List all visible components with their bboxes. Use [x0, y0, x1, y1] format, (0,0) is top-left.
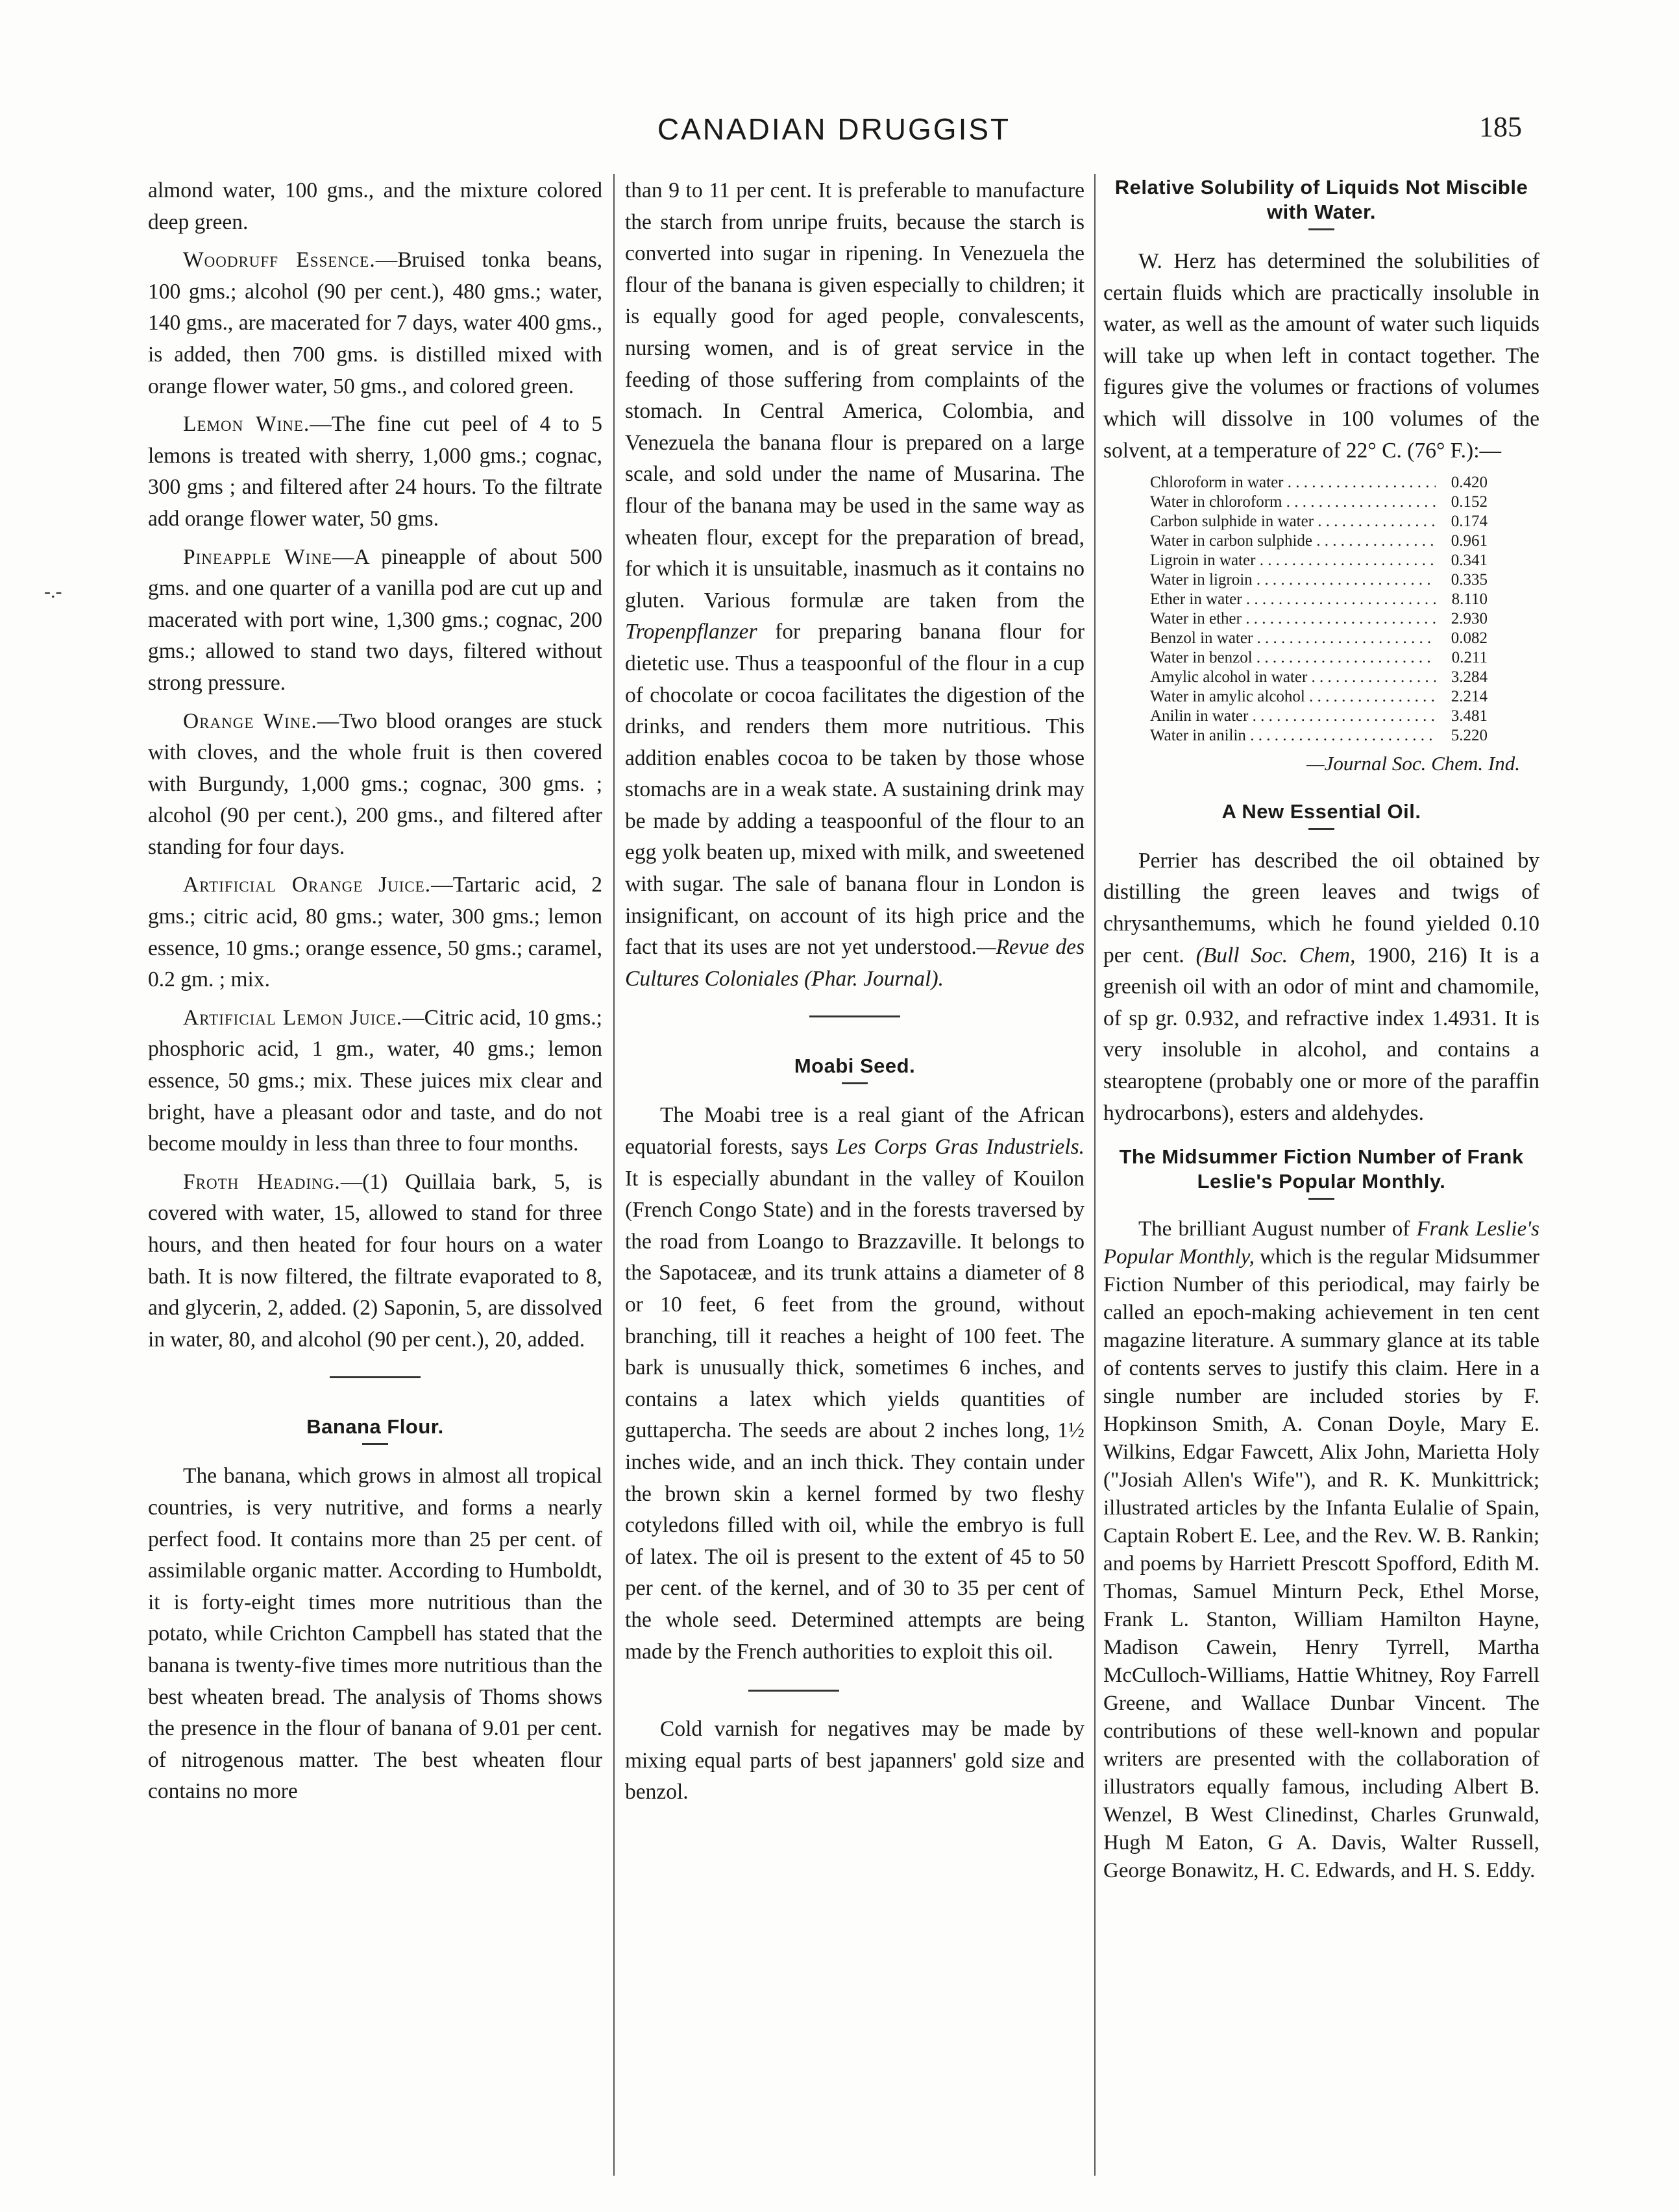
recipe-artificial-lemon [148, 1003, 602, 1160]
recipe-title: Orange Wine. [183, 709, 317, 733]
table-cell-value: 3.481 [1436, 707, 1488, 726]
paragraph-cold-varnish: Cold varnish for negatives may be made by mixing equal parts of best japanners' gold size and benzol. [625, 1717, 1085, 1805]
table-row [1150, 473, 1488, 492]
recipe-text: —A pineapple of about 500 gms. and one quarter of a vanilla pod are cut up and macerated with port wine, 1,300 gms.; cognac, 200 gms.; allowed to stand two days, filtered without strong pressure. [148, 544, 602, 695]
margin-mark: -.- [44, 581, 62, 602]
recipe-text: —Two blood oranges are stuck with cloves, and the whole fruit is then covered with Burgundy, 1,000 gms.; cognac, 300 gms. ; alcohol (90 per cent.), 200 gms., and filtered after standing for four days. [148, 709, 602, 859]
table-row [1150, 531, 1488, 551]
section-divider [809, 1015, 900, 1017]
table-row [1150, 648, 1488, 668]
table-row [1150, 726, 1488, 746]
heading-dash [1308, 228, 1334, 230]
heading-dash [842, 1082, 868, 1084]
table-cell-label: Water in ether . . . [1150, 609, 1436, 629]
column-rule [613, 174, 615, 2176]
recipe-text: —Bruised tonka beans, 100 gms.; alcohol (90 per cent.), 480 gms.; water, 140 gms., are macerated for 7 days, water 400 gms., is added, then 700 gms. is distilled mixed with orange flower water, 50 gms., and colored green. [148, 248, 602, 398]
text-run: 1900, 216) It is a greenish oil with an odor of mint and chamomile, of sp gr. 0.932, and refractive index 1.4931. It is very insoluble in alcohol, and contains a stearoptene (probably one or more of the paraffin hydrocarbons), esters and aldehydes. [1103, 943, 1539, 1125]
recipe-froth-heading [148, 1167, 602, 1356]
recipe-lemon-wine [148, 409, 602, 535]
column-rule [1094, 174, 1096, 2176]
table-cell-label: Water in ligroin . . . [1150, 570, 1436, 590]
table-row [1150, 492, 1488, 512]
table-cell-value: 0.335 [1436, 570, 1488, 590]
recipe-orange-wine [148, 706, 602, 864]
table-row [1150, 512, 1488, 531]
italic-title: Les Corps Gras Industriels. [836, 1135, 1085, 1160]
recipe-title: Artificial Lemon Juice. [183, 1005, 403, 1030]
recipe-title: Pineapple Wine [183, 544, 332, 569]
table-cell-value: 0.174 [1436, 512, 1488, 531]
heading-dash [1308, 828, 1334, 830]
text-run: Perrier has described the oil obtained by distilling the green leaves and twigs of chrysanthemums, which he found yielded 0.10 per cent. [1103, 848, 1539, 967]
italic-title: Frank Leslie's Popular Monthly, [1103, 1217, 1539, 1269]
table-cell-label: Water in amylic alcohol . . . [1150, 687, 1436, 707]
paragraph-banana-continued [625, 175, 1085, 995]
table-row [1150, 687, 1488, 707]
table-cell-label: Chloroform in water . . . [1150, 473, 1436, 492]
page-number: 185 [1479, 111, 1522, 143]
heading-dash [1308, 1198, 1334, 1200]
paragraph: almond water, 100 gms., and the mixture colored deep green. [148, 178, 602, 234]
table-cell-label: Benzol in water . . . [1150, 629, 1436, 648]
table-cell-value: 8.110 [1436, 590, 1488, 609]
paragraph-solubility: W. Herz has determined the solubilities of certain fluids which are practically insoluble in water, as well as the amount of water such liquids will take up when left in contact together. The figures give the volumes or fractions of volumes which will dissolve in 100 volumes of the solvent, at a temperature of 22° C. (76° F.):— [1103, 249, 1539, 463]
recipe-text: —(1) Quillaia bark, 5, is covered with water, 15, allowed to stand for three hours, and then heated for four hours on a water bath. It is now filtered, the filtrate evaporated to 8, and glycerin, 2, added. (2) Saponin, 5, are dissolved in water, 80, and alcohol (90 per cent.), 20, added. [148, 1169, 602, 1352]
recipe-artificial-orange [148, 869, 602, 995]
table-row [1150, 668, 1488, 687]
article-source: —Journal Soc. Chem. Ind. [1306, 752, 1520, 775]
italic-title: Tropenpflanzer [625, 620, 757, 644]
heading-banana-flour: Banana Flour. [306, 1415, 444, 1439]
table-cell-value: 0.341 [1436, 551, 1488, 570]
column-middle [625, 175, 1085, 2174]
table-row [1150, 570, 1488, 590]
table-cell-label: Ether in water . . . [1150, 590, 1436, 609]
table-cell-label: Anilin in water . . . [1150, 707, 1436, 726]
recipe-title: Lemon Wine. [183, 412, 310, 437]
table-cell-value: 0.082 [1436, 629, 1488, 648]
table-cell-value: 0.961 [1436, 531, 1488, 551]
text-run: The Moabi tree is a real giant of the African equatorial forests, says [625, 1103, 1085, 1160]
table-cell-value: 0.420 [1436, 473, 1488, 492]
table-row [1150, 609, 1488, 629]
recipe-woodruff [148, 245, 602, 402]
table-cell-label: Carbon sulphide in water . . . [1150, 512, 1436, 531]
column-left [148, 175, 602, 2174]
table-cell-label: Water in benzol . . . [1150, 648, 1436, 668]
table-row [1150, 707, 1488, 726]
text-run: which is the regular Midsummer Fiction Number of this periodical, may fairly be called an epoch-making achievement in ten cent magazine literature. A summary glance at its table of contents serves to justify this claim. Here in a single number are included stories by F. Hopkinson Smith, A. Conan Doyle, Mary E. Wilkins, Edgar Fawcett, Alix John, Marietta Holy ("Josiah Allen's Wife"), and R. K. Munkittrick; illustrated articles by the Infanta Eulalie of Spain, Captain Robert E. Lee, and the Rev. W. B. Rankin; and poems by Harriett Prescott Spofford, Edith M. Thomas, Samuel Minturn Peck, Ethel Morse, Frank L. Stanton, William Hamilton Hayne, Madison Cawein, Henry Tyrrell, Martha McCulloch-Williams, Hattie Whitney, Roy Farrell Greene, and Wallace Dunbar Vincent. The contributions of these well-known and popular writers are presented with the collaboration of illustrators equally famous, including Albert B. Wenzel, B West Clinedinst, Charles Grunwald, Hugh M Eaton, G A. Davis, Walter Russell, George Bonawitz, H. C. Edwards, and H. S. Eddy. [1103, 1245, 1539, 1883]
paragraph-essential-oil [1103, 845, 1539, 1129]
column-right [1103, 175, 1539, 2174]
table-cell-value: 5.220 [1436, 726, 1488, 746]
text-run: The brilliant August number of [1138, 1217, 1410, 1241]
table-cell-label: Water in anilin . . . [1150, 726, 1436, 746]
heading-relative-solubility: Relative Solubility of Liquids Not Miscible with Water. [1114, 176, 1528, 223]
article-source: —Revue des Cultures Coloniales (Phar. Journal). [625, 935, 1085, 991]
table-cell-label: Water in chloroform . . . [1150, 492, 1436, 512]
recipe-title: Woodruff Essence. [183, 248, 376, 273]
text-run: than 9 to 11 per cent. It is preferable to manufacture the starch from unripe fruits, because the starch is converted into sugar in ripening. In Venezuela the flour of the banana is given especially to children; it is equally good for aged people, convalescents, nursing women, and is of great service in the feeding of those suffering from complaints of the stomach. In Central America, Colombia, and Venezuela the banana flour is prepared on a large scale, and sold under the name of Musarina. The flour of the banana may be used in the same way as wheaten flour, except for the preparation of bread, for which it is unsuitable, inasmuch as it contains no gluten. Various formulæ are taken from the [625, 178, 1085, 613]
recipe-text: —The fine cut peel of 4 to 5 lemons is treated with sherry, 1,000 gms.; cognac, 300 gms ; and filtered after 24 hours. To the filtrate add orange flower water, 50 gms. [148, 412, 602, 531]
table-row [1150, 629, 1488, 648]
table-row [1150, 551, 1488, 570]
table-cell-value: 2.214 [1436, 687, 1488, 707]
recipe-title: Artificial Orange Juice. [183, 873, 432, 897]
table-cell-label: Amylic alcohol in water . . . [1150, 668, 1436, 687]
heading-moabi-seed: Moabi Seed. [794, 1054, 916, 1078]
paragraph-banana: The banana, which grows in almost all tropical countries, is very nutritive, and forms a nearly perfect food. It contains more than 25 per cent. of assimilable organic matter. According to Humboldt, it is forty-eight times more nutritious than the potato, while Crichton Campbell has stated that the banana is twenty-five times more nutritious than the best wheaten bread. The analysis of Thoms shows the presence in the flour of banana of 9.01 per cent. of nitrogenous matter. The best wheaten flour contains no more [148, 1464, 602, 1804]
paragraph-moabi [625, 1100, 1085, 1668]
text-run: It is especially abundant in the valley of Kouilon (French Congo State) and in the forests traversed by the road from Loango to Brazzaville. It belongs to the Sapotaceæ, and its trunk attains a diameter of 8 or 10 feet, 6 feet from the ground, without branching, till it reaches a height of 100 feet. The bark is unusually thick, sometimes 6 inches, and contains a latex which yields quantities of guttapercha. The seeds are about 2 inches long, 1½ inches wide, and an inch thick. They contain under the brown skin a kernel formed by two fleshy cotyledons filled with oil, while the embryo is full of latex. The oil is present to the extent of 45 to 50 per cent. of the kernel, and of 30 to 35 per cent of the whole seed. Determined attempts are being made by the French authorities to exploit this oil. [625, 1166, 1085, 1664]
table-cell-label: Water in carbon sulphide . . . [1150, 531, 1436, 551]
table-row [1150, 590, 1488, 609]
table-cell-value: 2.930 [1436, 609, 1488, 629]
italic-citation: (Bull Soc. Chem, [1195, 943, 1356, 967]
heading-midsummer-fiction: The Midsummer Fiction Number of Frank Leslie's Popular Monthly. [1119, 1145, 1524, 1193]
section-divider [748, 1690, 839, 1692]
table-cell-label: Ligroin in water . . . [1150, 551, 1436, 570]
table-cell-value: 3.284 [1436, 668, 1488, 687]
page-header [146, 108, 1522, 153]
table-cell-value: 0.211 [1436, 648, 1488, 668]
table-cell-value: 0.152 [1436, 492, 1488, 512]
recipe-text: —Tartaric acid, 2 gms.; citric acid, 80 gms.; water, 300 gms.; lemon essence, 10 gms.; orange essence, 50 gms.; caramel, 0.2 gm. ; mix. [148, 873, 602, 992]
heading-new-essential-oil: A New Essential Oil. [1221, 799, 1421, 823]
heading-dash [362, 1443, 388, 1445]
recipe-title: Froth Heading. [183, 1169, 341, 1194]
recipe-text: —Citric acid, 10 gms.; phosphoric acid, 1 gm., water, 40 gms.; lemon essence, 50 gms.; mix. These juices mix clear and bright, have a pleasant odor and taste, and do not become mouldy in less than three to four months. [148, 1005, 602, 1156]
text-run: for preparing banana flour for dietetic use. Thus a teaspoonful of the flour in a cup of chocolate or cocoa facilitates the digestion of the drinks, and renders them more nutritious. This addition enables cocoa to be taken by those whose stomachs are in a weak state. A sustaining drink may be made by adding a teaspoonful of the flour to an egg yolk beaten up, mixed with milk, and sweetened with sugar. The sale of banana flour in London is insignificant, on account of its high price and the fact that its uses are not yet understood. [625, 620, 1085, 960]
section-divider [330, 1376, 421, 1378]
journal-title: CANADIAN DRUGGIST [657, 112, 1011, 146]
solubility-table [1150, 473, 1488, 746]
paragraph-fiction [1103, 1215, 1539, 1885]
recipe-pineapple-wine [148, 542, 602, 699]
